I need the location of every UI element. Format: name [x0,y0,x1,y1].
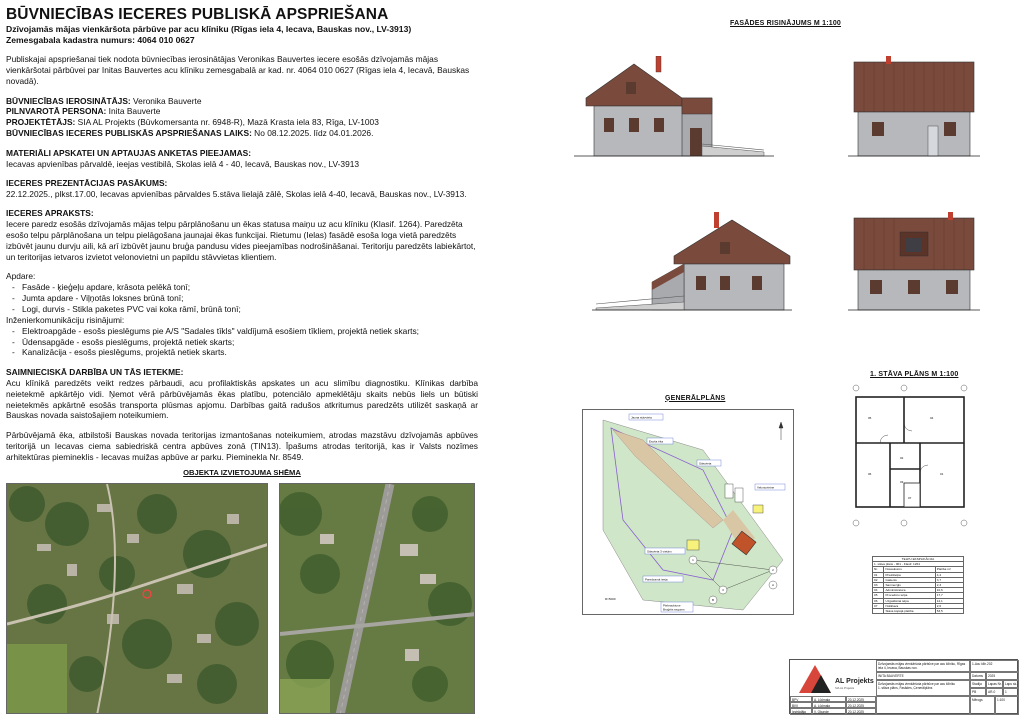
facade-elevation-south [848,212,980,320]
floor-plan [850,383,970,533]
finish-item: - Jumta apdare - Viļņotās loksnes brūnā tonī; [12,292,184,303]
svg-text:Piebrauktuve: Piebrauktuve [663,603,681,608]
sheet-number-value: AR-0 [986,688,1003,696]
svg-text:Esoša ēka: Esoša ēka [649,439,664,444]
designer-value: SIA AL Projekts (Būvkomersanta nr. 6948-R), Mazā Krasta iela 83, Rīga, LV-1003 [75,117,379,128]
page-title: BŪVNIECĪBAS IECERES PUBLISKĀ APSPRIEŠANA [6,6,389,23]
heritage-text: Pārbūvējamā ēka, atbilstoši Bauskas novada teritorijas izmantošanas noteikumiem, atrodas mazstāvu dzīvojamās apbūves teritorijā un Iecavas ciema sabiedriskā centra apbūves zonā (TIN13). Īpašums atrodas teritorijā, kas ir Valsts nozīmes arhitektūras piemineklis - Iecavas muižas apbūve ar parku. Piemineklа Nr. 8549. [6,429,478,462]
date-label: Datums [970,672,986,680]
authorized-value: Inita Bauverte [106,106,161,117]
svg-text:Stāvvieta: Stāvvieta [699,461,712,466]
facades-title: FASĀDES RISINĀJUMS M 1:100 [730,20,842,27]
sign-date: 20.12.2025 [846,696,876,702]
scale-label: Mērogs [970,696,995,715]
house-west [574,56,774,156]
signature-area [876,696,970,715]
period-line [6,128,478,139]
utility-item: - Ūdensapgāde - esošs pieslēgums, projektā netiek skarts; [12,336,235,347]
svg-text:Jauna stāvvieta: Jauna stāvvieta [631,415,652,420]
utility-item: - Elektroapgāde - esošs pieslēgums pie A/S "Sadales tīkls" valdījumā esošiem tīkliem, projektā netiek skarts; [12,325,419,336]
description-heading: IECERES APRAKSTS: [6,208,94,219]
svg-text:R=5000: R=5000 [605,597,616,601]
intro-paragraph: Publiskajai apspriešanai tiek nodota būvniecības ierosinātājas Veronikas Bauvertes iecere esošās dzīvojamās mājas vienkāršotai pārbūvei par Initas Bauvertes acu klīniku zemesgabalā ar kad. nr. 4064 010 0627 (Rīgas iela 4, Iecavā, Bauskas novadā). [6,54,470,87]
materials-heading: MATERIĀLI APSKATEI UN APTAUJAS ANKETAS PIEEJAMAS: [6,147,252,158]
sheet-number-label: Lapas Nr. [986,680,1003,688]
table-row: 02 Gaitenis 3,7 [873,577,964,582]
svg-text:1: 1 [692,558,694,562]
svg-text:01: 01 [940,472,944,476]
svg-text:A: A [771,583,775,587]
materials-text: Iecavas apvienības pārvaldē, ieejas vestibilā, Skolas ielā 4 - 40, Iecavā, Bauskas nov., LV-3913 [6,158,360,169]
utilities-heading: Inženierkomunikāciju risinājumi: [6,314,125,325]
designer-label: PROJEKTĒTĀJS: [6,117,76,128]
cooperation-text: Acu klīnikā paredzēts veikt redzes pārbaudi, acu profilaktiskās apskates un acu slimību diagnostiku. Klīnikas darbība neietekmē apkārtējo vidi. Ņemot vērā pārbūvējamās ēkas platību, potenciālo apmeklētāju skaits nebūs liels un būtiski neietekmēs apkārtnē esošās transporta plūsmas apjomu. Darbības gaitā radušos atkritumus paredzēts utilizēt saskaņā ar Bauskas novada saistošajiem noteikumiem. [6,377,478,421]
person-name: A. Lūčmaļa [812,702,846,708]
facade-elevation-north [848,56,980,166]
svg-text:05: 05 [868,416,872,420]
initiator-label: BŪVNIECĪBAS IEROSINĀTĀJS: [6,95,131,106]
site-plan [582,409,794,615]
location-scheme-heading: OBJEKTA IZVIETOJUMA SHĒMA [183,467,301,477]
utility-item: - Kanalizācija - esošs pieslēgums, projektā netiek skarts. [12,347,227,358]
period-label: BŪVNIECĪBAS IECERES PUBLISKĀS APSPRIEŠANAS LAIKS: [6,128,252,139]
table-total-row: Stāva kopējā platība 53,5 [873,609,964,614]
room-table-header: Nr. [873,567,884,572]
svg-text:06: 06 [868,472,872,476]
table-row: 05 Procedūru telpa 17,7 [873,593,964,598]
company-sub: SIA AL Projekts [835,685,855,690]
cooperation-heading: SAIMNIECISKĀ DARBĪBA UN TĀS IETEKME: [6,366,184,377]
svg-text:Stāvvieta 3 vietām: Stāvvieta 3 vietām [647,549,672,554]
facade-elevation-east [592,212,792,320]
svg-text:Bruģēts segums: Bruģēts segums [663,607,685,612]
finish-heading: Apdare: [6,271,36,282]
project-subtitle: Dzīvojamās mājas vienkāršota pārbūve par acu klīniku (Rīgas iela 4, Iecava, Bauskas nov., LV-3913) [6,24,412,34]
cadastre-number: Zemesgabala kadastra numurs: 4064 010 0627 [6,35,195,45]
authorized-line [6,106,478,117]
room-table-subtitle: 1. stāva plāns - 001 - Klasif. 1264 [873,562,964,567]
notice-text-column [6,6,478,478]
role-label: BIVI [790,702,812,708]
project-name: Dzīvojamās mājas vienkāršota pārbūve par acu klīniku, Rīgas iela 4, Iecava, Bauskas nov. [876,660,970,672]
period-value: No 08.12.2025. līdz 04.01.2026. [251,128,374,139]
stage-value: PB [970,688,986,696]
svg-text:02: 02 [900,456,904,460]
event-heading: IECERES PREZENTĀCIJAS PASĀKUMS: [6,177,168,188]
finish-item: - Fasāde - ķieģeļu apdare, krāsota pelēkā tonī; [12,282,191,293]
room-table-title: TELPU EKSPLIKĀCIJA [873,557,964,562]
sheet-count-label: Lapu sk. [1003,680,1019,688]
company-logo [790,660,876,696]
sheet-count-value: 1 [1003,688,1019,696]
finish-item: - Logi, durvis - Stikla paketes PVC vai koka rāmī, brūnā tonī; [12,303,241,314]
svg-text:Paredzamā ieeja: Paredzamā ieeja [645,577,668,582]
table-row: 01 Priekštelpa 4,4 [873,572,964,577]
table-row: 07 Noliktava 2,6 [873,603,964,608]
stage-label: Stadija [970,680,986,688]
scale-value: 1:100 [995,696,1019,715]
sign-date: 20.12.2025 [846,702,876,708]
svg-text:2: 2 [772,568,774,572]
drawing-title-block [789,659,1018,714]
role-label: Izstrādāja [790,708,812,715]
event-text: 22.12.2025., plkst.17.00, Iecavas apvienības pārvaldes 5.stāva lielajā zālē, Skolas ielā 4-40, Iecavā, Bauskas nov., LV-3913. [6,188,467,199]
role-label: BPV [790,696,812,702]
facade-elevation-west [574,56,774,166]
description-text: Iecere paredz esošās dzīvojamās mājas telpu pārplānošanu un ēkas statusa maiņu uz acu klīniku (Klasif. 1264). Paredzēta esošo telpu pārplānošana un telpu pielāgošana jaunajai ēkas funkcijai. Rietumu (Ielas) fasādē esoša loga vietā paredzēts izbūvēt jaunu durvju aili, kā arī izbūvēt jaunu bruģa pandusu vides pieejamības nodrošināšanai. Teritoriju paredzēts labiekārtot, un teritorijas ietvaros izvietot velonovietni un papildu stāvvietas klientiem. [6,219,476,262]
authorized-label: PILNVAROTĀ PERSONA: [6,106,107,117]
drawing-code: 1-Acu klīn.202 [970,660,1019,672]
client-name: INITA BAUVERTE [876,672,970,680]
aerial-photo-detail [279,483,475,714]
svg-text:07: 07 [908,496,912,500]
site-plan-title: ĢENERĀLPLĀNS [665,395,726,402]
room-explication-table [872,556,964,614]
table-row: 04 Administratora 10,6 [873,588,964,593]
designer-line [6,117,478,128]
floor-plan-title: 1. STĀVA PLĀNS M 1:100 [870,371,959,378]
table-row: 03 Sanmezgls 2,3 [873,583,964,588]
company-name: AL Projekts [835,677,874,685]
svg-text:3: 3 [722,588,724,592]
svg-text:03: 03 [900,480,904,484]
svg-text:B: B [711,598,715,602]
initiator-line [6,96,478,107]
person-name: A. Lūčmaļa [812,696,846,702]
sign-date: 20.12.2025 [846,708,876,715]
date-value: 2025 [986,672,1019,680]
table-row: 06 Uzgaidāmā telpa 12,1 [873,598,964,603]
person-name: V. Okunde [812,708,846,715]
room-table-header: Nosaukums [884,567,935,572]
svg-text:Velonovietne: Velonovietne [757,485,775,490]
initiator-value: Veronika Bauverte [130,95,202,106]
room-table-header: Platība m² [935,567,963,572]
sheet-name: Dzīvojamās mājas vienkāršota pārbūve par acu klīniku 1. stāva plāns, Fasādes, Ģenerālplāns [876,680,970,696]
aerial-photo-overview [6,483,268,714]
svg-text:04: 04 [930,416,934,420]
